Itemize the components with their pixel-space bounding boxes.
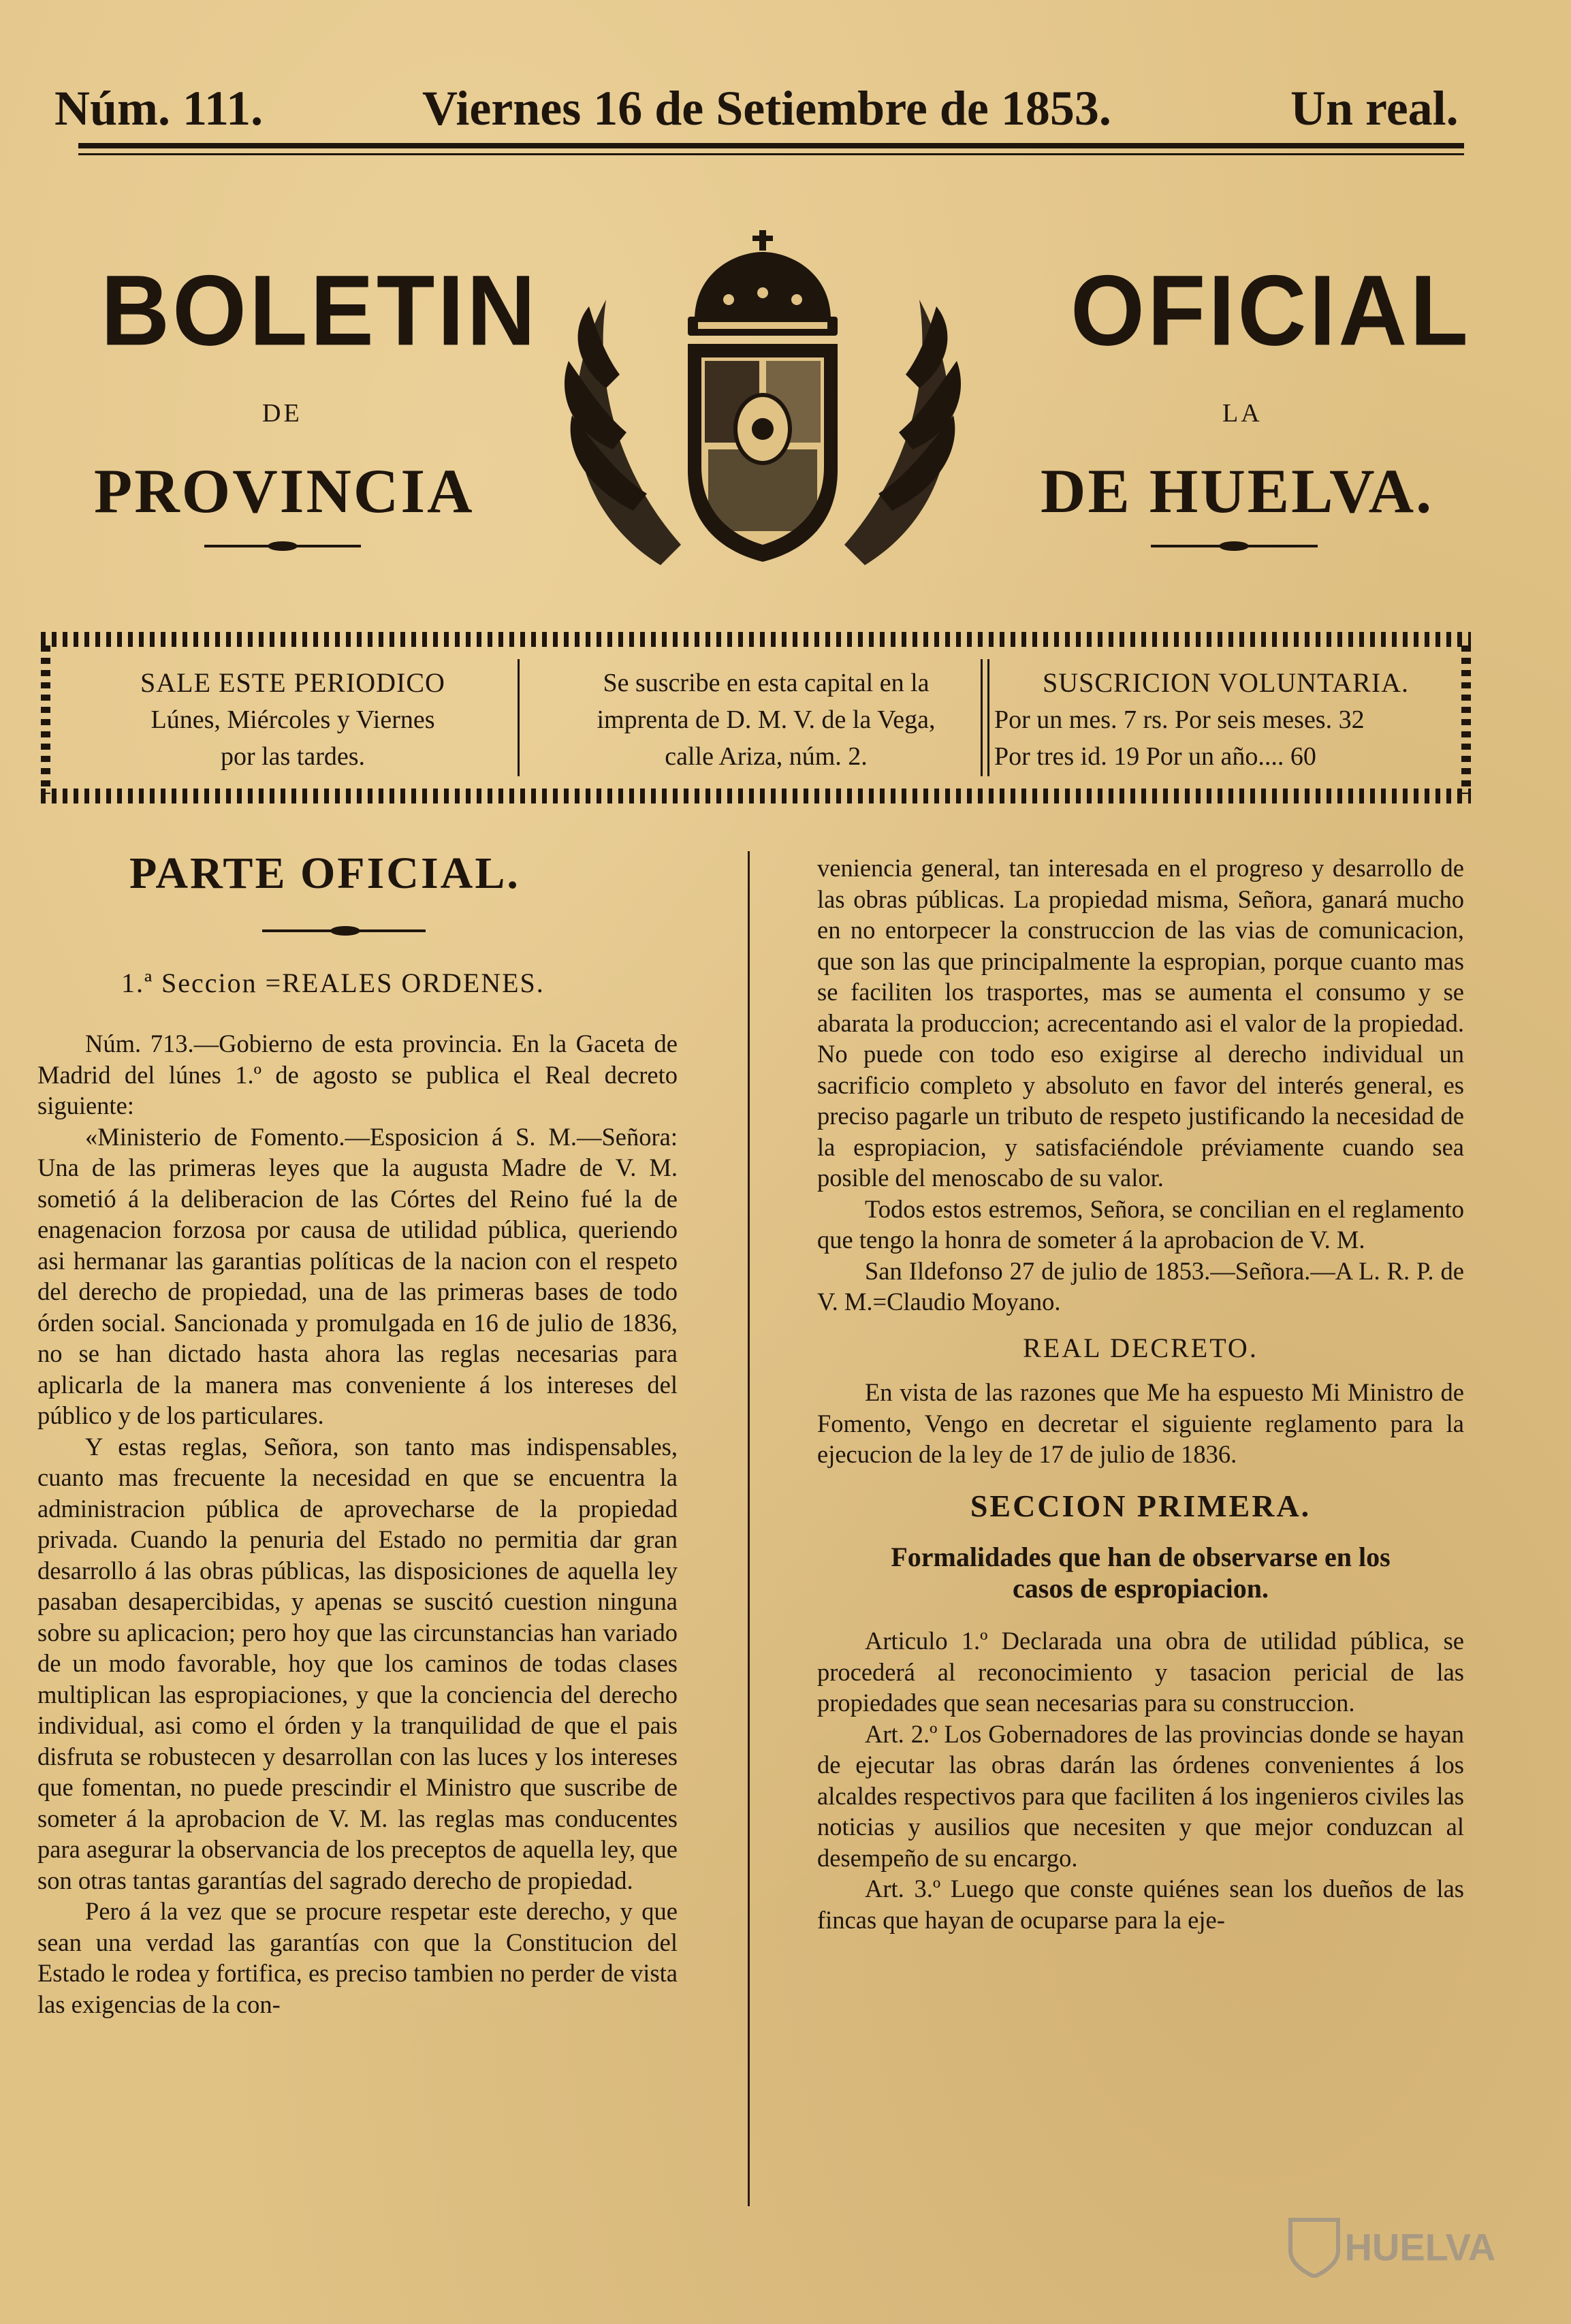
suscribe-line-3: calle Ariza, núm. 2. — [665, 742, 868, 771]
suscribe-line-1: Se suscribe en esta capital en la — [603, 669, 930, 697]
box-border-bottom — [41, 789, 1471, 803]
paragraph: Y estas reglas, Señora, son tanto mas indispensables, cuanto mas frecuente la necesidad en que se encuentra la administracion pública de aprovecharse de la propiedad privada. Cuando la penuria del Estado no permitia dar gran desarrollo á las obras públicas, las disposiciones de aquella ley pasaban desapercibidas, y apenas se suscitó cuestion ninguna sobre su aplicacion; pero hoy que las circunstancias han variado de un modo favorable, hoy que los caminos de todas clases multiplican las espropiaciones, y que la conciencia del derecho individual, asi como el órden y la tranquilidad de que el pais disfruta se robustecen y desarrollan con las luces y los intereses que fomentan, no puede prescindir el Ministro que suscribe de someter á la aprobacion de V. M. las reglas mas conducentes para asegurar la observancia de los preceptos de aquella ley, que son otras tantas garantías del sagrado derecho de propiedad. — [37, 1432, 678, 1894]
issue-date: Viernes 16 de Setiembre de 1853. — [422, 81, 1111, 136]
archive-watermark — [1287, 2216, 1495, 2278]
subscription-info-box — [41, 632, 1471, 808]
signature-line: San Ildefonso 27 de julio de 1853.—Señora.—A L. R. P. de V. M.=Claudio Moyano. — [817, 1256, 1464, 1316]
ornament-right-dot — [1219, 541, 1249, 551]
paragraph: Núm. 713.—Gobierno de esta provincia. En la Gaceta de Madrid del lúnes 1.º de agosto se publica el Real decreto siguiente: — [37, 1030, 678, 1119]
subtitle-line-1: Formalidades que han de observarse en los — [891, 1542, 1391, 1572]
masthead-boletin: BOLETIN — [101, 254, 539, 366]
column-divider — [748, 851, 750, 2206]
box-border-right — [1461, 646, 1471, 794]
masthead-la: LA — [1222, 399, 1263, 428]
sale-days: Lúnes, Miércoles y Viernes — [150, 705, 435, 734]
suscribe-column — [528, 665, 1004, 775]
paragraph: «Ministerio de Fomento.—Esposicion á S. M.—Señora: Una de las primeras leyes que la augusta Madre de V. M. sometió á la deliberacion de las Córtes del Reino fué la de enagenacion forzosa por causa de utilidad pública, queriendo asi hermanar las garantias políticas de la nacion con el respeto del derecho de propiedad, una de las primeras bases de todo órden social. Sancionada y promulgada en 16 de julio de 1836, no se han dictado hasta ahora las reglas necesarias para aplicarla de la manera mas conveniente á los intereses del público y de los particulares. — [37, 1122, 678, 1429]
suscribe-line-2: imprenta de D. M. V. de la Vega, — [597, 705, 936, 734]
sale-title: SALE ESTE PERIODICO — [140, 667, 445, 698]
header-rule-thick — [78, 143, 1464, 148]
masthead-oficial: OFICIAL — [1070, 254, 1471, 366]
paragraph: Pero á la vez que se procure respetar este derecho, y que sean una verdad las garantías con que la Constitucion del Estado le rodea y fortifica, es preciso tambien no perder de vista las exigencias de la con- — [37, 1897, 678, 2018]
real-decreto-heading: REAL DECRETO. — [1023, 1332, 1258, 1363]
header-rule-thin — [78, 153, 1464, 155]
paragraph: Todos estos estremos, Señora, se concilian en el reglamento que tengo la honra de someter á la aprobacion de V. M. — [817, 1194, 1464, 1254]
article: Art. 3.º Luego que conste quiénes sean los dueños de las fincas que hayan de ocuparse para la eje- — [817, 1875, 1464, 1934]
suscricion-column — [994, 665, 1457, 775]
box-border-top — [41, 632, 1471, 647]
issue-number: Núm. 111. — [54, 81, 264, 136]
ornament-left-dot — [268, 541, 298, 551]
issue-price: Un real. — [1290, 81, 1459, 136]
paragraph: En vista de las razones que Me ha espuesto Mi Ministro de Fomento, Vengo en decretar el siguiente reglamento para la ejecucion de la ley de 17 de julio de 1836. — [817, 1378, 1464, 1468]
paragraph: veniencia general, tan interesada en el progreso y desarrollo de las obras públicas. La propiedad misma, Señora, ganará mucho en no entorpecer la construccion de las vias de comunicacion, que son las que principalmente la espropian, porque cuanto mas se faciliten los trasportes, mas se aumenta el consumo y se abarata la produccion; acrecentando asi el valor de la propiedad. No puede con todo eso exigirse al derecho individual un sacrificio completo y absoluto en favor del interés general, es preciso pagarle un tributo de respeto justificando la necesidad de la espropiacion, y satisfaciéndole préviamente cuando sea posible del menoscabo de su valor. — [817, 854, 1464, 1192]
coat-of-arms-icon — [531, 225, 994, 592]
issue-line — [54, 80, 1464, 148]
masthead-huelva: DE HUELVA. — [1041, 456, 1434, 526]
parte-ornament-dot — [330, 926, 360, 936]
box-divider-3 — [987, 659, 989, 776]
masthead-de: DE — [262, 399, 302, 428]
article: Art. 2.º Los Gobernadores de las provincias donde se hayan de ejecutar las obras darán las órdenes convenientes á los alcaldes respectivos para que faciliten á los ingenieros civiles las noticias y ausilios que necesiten y que mejor conduzcan al desempeño de su encargo. — [817, 1719, 1464, 1872]
sale-column — [68, 665, 518, 775]
section-heading: 1.ª Seccion =REALES ORDENES. — [121, 968, 545, 998]
sale-time: por las tardes. — [220, 742, 366, 771]
box-divider-2 — [981, 659, 983, 776]
box-divider-1 — [518, 659, 520, 776]
price-line-1: Por un mes. 7 rs. Por seis meses. 32 — [994, 705, 1365, 734]
article: Articulo 1.º Declarada una obra de utilidad pública, se procederá al reconocimiento y tasacion pericial de las propiedades que sean necesarias para su construccion. — [817, 1627, 1464, 1717]
right-column-text — [817, 853, 1464, 1935]
watermark-text: HUELVA — [1344, 2225, 1496, 2269]
masthead-provincia: PROVINCIA — [94, 456, 475, 526]
watermark-shield-icon — [1287, 2216, 1342, 2278]
seccion-primera-heading: SECCION PRIMERA. — [970, 1488, 1312, 1523]
box-border-left — [41, 646, 50, 794]
suscricion-title: SUSCRICION VOLUNTARIA. — [1042, 667, 1410, 698]
left-column-text — [37, 1028, 678, 2020]
price-line-2: Por tres id. 19 Por un año.... 60 — [994, 742, 1316, 771]
subtitle-line-2: casos de espropiacion. — [1013, 1572, 1269, 1604]
parte-oficial-heading: PARTE OFICIAL. — [129, 848, 520, 898]
